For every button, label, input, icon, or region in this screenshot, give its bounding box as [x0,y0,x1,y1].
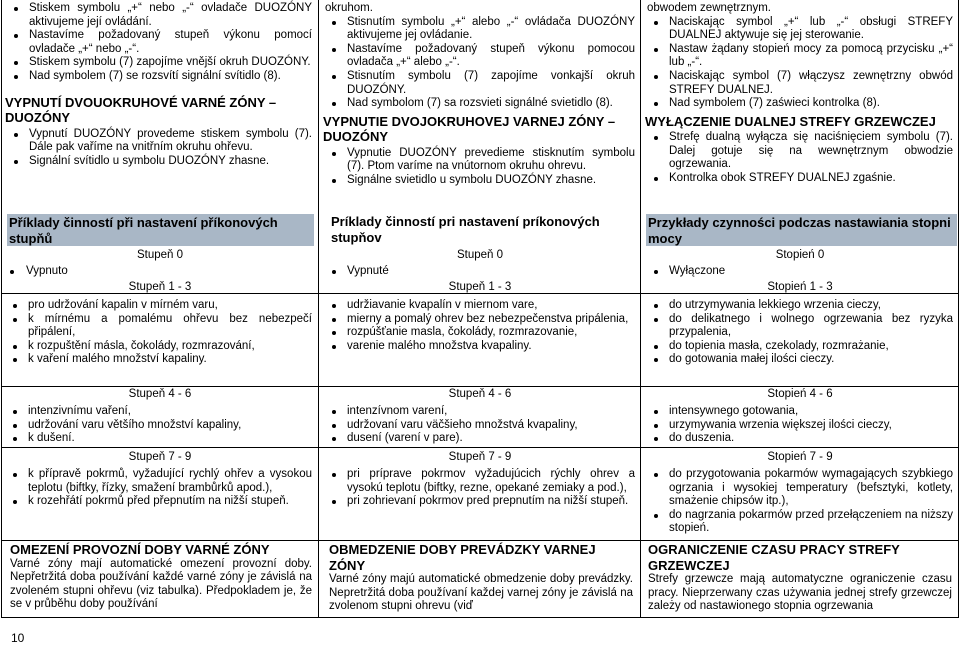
page-table [1,0,959,618]
paragraph: Varné zóny majú automatické obmedzenie doby prevádzky. Nepretržitá doba používaní každej varnej zóny je závislá na zvolenom stupni ohrevu (viď [329,573,633,613]
list-item: intenzivnímu vaření, [4,405,312,419]
list-item: dusení (varení v pare). [323,432,635,446]
section-heading: OGRANICZENIE CZASU PRACY STREFY GRZEWCZEJ [648,542,900,573]
section-heading: WYŁĄCZENIE DUALNEJ STREFY GRZEWCZEJ [645,113,936,129]
list-item: Vypnutí DUOZÓNY provedeme stiskem symbolu (7). Dále pak vaříme na vnitřním okruhu ohřevu. [5,128,312,155]
list-item: k mírnému a pomalému ohřevu bez nebezpečí připálení, [4,313,312,340]
stage-row-7-9 [1,451,959,464]
continued-text: obwodem zewnętrznym. [647,2,771,14]
list-item: Wyłączone [645,265,945,279]
stage-label: Stopień 4 - 6 [767,388,833,400]
stage-label: Stupeň 1 - 3 [128,281,192,293]
divider [958,0,959,618]
pl-continued-list [645,16,953,111]
divider [1,540,959,541]
list-item: do gotowania małej ilości cieczy. [645,353,953,367]
column-pl [645,2,953,186]
list-item: Vypnutie DUOZÓNY prevedieme stisknutím symbolu (7). Ptom varíme na vnútornom okruhu ohrevu. [323,147,635,174]
sk-off-list [323,147,635,188]
sk-stage79-list [323,468,635,509]
divider [1,386,959,387]
list-item: do delikatnego i wolnego ogrzewania bez ryzyka przypalenia, [645,313,953,340]
cz-stage13-list [4,299,312,367]
list-item: udržovaní varu väčšieho množstvá kvapaliny, [323,419,635,433]
section-heading: OBMEDZENIE DOBY PREVÁDZKY VARNEJ ZÓNY [329,542,596,573]
stage-label: Stopień 0 [775,249,825,261]
sk-stage0-list [323,265,623,279]
divider [640,0,641,618]
list-item: udržiavanie kvapalín v miernom vare, [323,299,635,313]
list-item: pro udržování kapalin v mírném varu, [4,299,312,313]
column-cz [5,2,312,168]
stage-label: Stupeň 4 - 6 [448,388,512,400]
list-item: k vaření malého množství kapaliny. [4,353,312,367]
stage-label: Stupeň 1 - 3 [448,281,512,293]
list-item: Naciskając symbol (7) włączysz zewnętrzny obwód STREFY DUALNEJ. [645,70,953,97]
list-item: Strefę dualną wyłącza się naciśnięciem symbolu (7). Dalej gotuje się na wewnętrznym obwodzie ogrzewania. [645,131,953,172]
list-item: do przygotowania pokarmów wymagających szybkiego ogrzania i wysokiej temperatury (befsztyki, kotlety, smażenie chipsów itp.), [645,468,953,509]
pl-time-limit-section [648,542,952,614]
pl-stage13-list [645,299,953,367]
pl-stage79-list [645,468,953,536]
cz-continued-list [5,2,312,84]
cz-stage46-list [4,405,312,446]
list-item: Stisnutím symbolu (7) zapojíme vonkajší okruh DUOZÓNY. [323,70,635,97]
list-item: Stisnutím symbolu „+“ alebo „-“ ovládača DUOZÓNY aktivujeme jej ovládanie. [323,16,635,43]
divider [1,447,959,448]
continued-text: okruhom. [325,2,373,14]
list-item: mierny a pomalý ohrev bez nebezpečenstva pripálenia, [323,313,635,327]
list-item: Vypnuto [1,265,301,279]
stage-label: Stupeň 7 - 9 [128,451,192,463]
section-heading: VYPNUTIE DVOJOKRUHOVEJ VARNEJ ZÓNY – DUOZÓNY [323,113,616,145]
cz-stage79-list [4,468,312,509]
list-item: Nastavíme požadovaný stupeň výkonu pomocí ovladače „+“ nebo „-“. [5,29,312,56]
cz-off-list [5,128,312,169]
stage-label: Stupeň 4 - 6 [128,388,192,400]
sk-stage13-list [323,299,635,353]
paragraph: Strefy grzewcze mają automatyczne ograniczenie czasu pracy. Nieprzerwany czas używania jednej strefy grzewczej zależy od nastawionego stopnia ogrzewania [648,573,952,613]
list-item: Signálne svietidlo u symbolu DUOZÓNY zhasne. [323,174,635,188]
list-item: Nastaw żądany stopień mocy za pomocą przycisku „+“ lub „-“. [645,43,953,70]
list-item: Stiskem symbolu (7) zapojíme vnější okruh DUOZÓNY. [5,56,312,70]
paragraph: Varné zóny mají automatické omezení provozní doby. Nepřetržitá doba používání každé varné zóny je závislá na zvoleném stupni ohřevu (viz tabulka). Předpokladem je, že se v průběhu doby používání [10,557,312,611]
list-item: k přípravě pokrmů, vyžadující rychlý ohřev a vysokou teplotu (biftky, řízky, smažení brambůrků apod.), [4,468,312,495]
divider [1,0,2,618]
section-heading: OMEZENÍ PROVOZNÍ DOBY VARNÉ ZÓNY [10,542,270,557]
list-item: Kontrolka obok STREFY DUALNEJ zgaśnie. [645,172,953,186]
stage-label: Stupeň 0 [136,249,184,261]
pl-off-list [645,131,953,185]
page-number: 10 [11,631,25,645]
section-heading: Príklady činností pri nastavení príkonových stupňov [331,214,600,245]
cz-time-limit-section [10,542,312,612]
sk-continued-list [323,16,635,111]
pl-stage46-list [645,405,953,446]
list-item: Nad symbolem (7) zaświeci kontrolka (8). [645,97,953,111]
sk-stage46-list [323,405,635,446]
section-heading: VYPNUTÍ DVOUOKRUHOVÉ VARNÉ ZÓNY – DUOZÓNY [5,94,277,126]
column-sk [323,2,635,188]
stage-row-1-3 [1,281,959,294]
divider [1,617,959,618]
section-heading-highlight: Przykłady czynności podczas nastawiania stopni mocy [646,214,957,246]
list-item: do utrzymywania lekkiego wrzenia cieczy, [645,299,953,313]
stage-label: Stupeň 7 - 9 [448,451,512,463]
list-item: k dušení. [4,432,312,446]
list-item: do topienia masła, czekolady, rozmrażanie, [645,340,953,354]
list-item: varenie malého množstva kvapaliny. [323,340,635,354]
list-item: Naciskając symbol „+“ lub „-“ obsługi STREFY DUALNEJ aktywuje się jej sterowanie. [645,16,953,43]
list-item: rozpúšťanie masla, čokolády, rozmrazovanie, [323,326,635,340]
divider [318,0,319,618]
list-item: urzymywania wrzenia większej ilości cieczy, [645,419,953,433]
list-item: udržování varu většího množství kapaliny, [4,419,312,433]
cz-stage0-list [1,265,301,279]
list-item: k rozehřátí pokrmů před přepnutím na nižší stupeň. [4,495,312,509]
stage-label: Stupeň 0 [456,249,504,261]
list-item: Stiskem symbolu „+“ nebo „-“ ovladače DUOZÓNY aktivujeme její ovládání. [5,2,312,29]
list-item: Vypnuté [323,265,623,279]
stage-row-0 [1,249,959,262]
stage-label: Stopień 7 - 9 [767,451,833,463]
list-item: intensywnego gotowania, [645,405,953,419]
list-item: pri príprave pokrmov vyžadujúcich rýchly ohrev a vysokú teplotu (biftky, rezne, opekané zemiaky a pod.), [323,468,635,495]
list-item: Nad symbolem (7) se rozsvítí signální svítidlo (8). [5,70,312,84]
section-heading-highlight: Příklady činností při nastavení příkonových stupňů [7,214,314,246]
sk-time-limit-section [329,542,633,614]
list-item: intenzívnom varení, [323,405,635,419]
stage-row-4-6 [1,388,959,401]
stage-label: Stopień 1 - 3 [767,281,833,293]
list-item: do duszenia. [645,432,953,446]
list-item: k rozpuštění másla, čokolády, rozmrazování, [4,340,312,354]
list-item: Nad symbolom (7) sa rozsvieti signálné svietidlo (8). [323,97,635,111]
list-item: Signální svítidlo u symbolu DUOZÓNY zhasne. [5,155,312,169]
list-item: pri zohrievaní pokrmov pred prepnutím na nižší stupeň. [323,495,635,509]
list-item: Nastavíme požadovaný stupeň výkonu pomocou ovladača „+“ alebo „-“. [323,43,635,70]
pl-stage0-list [645,265,945,279]
list-item: do nagrzania pokarmów przed przełączeniem na niższy stopień. [645,509,953,536]
